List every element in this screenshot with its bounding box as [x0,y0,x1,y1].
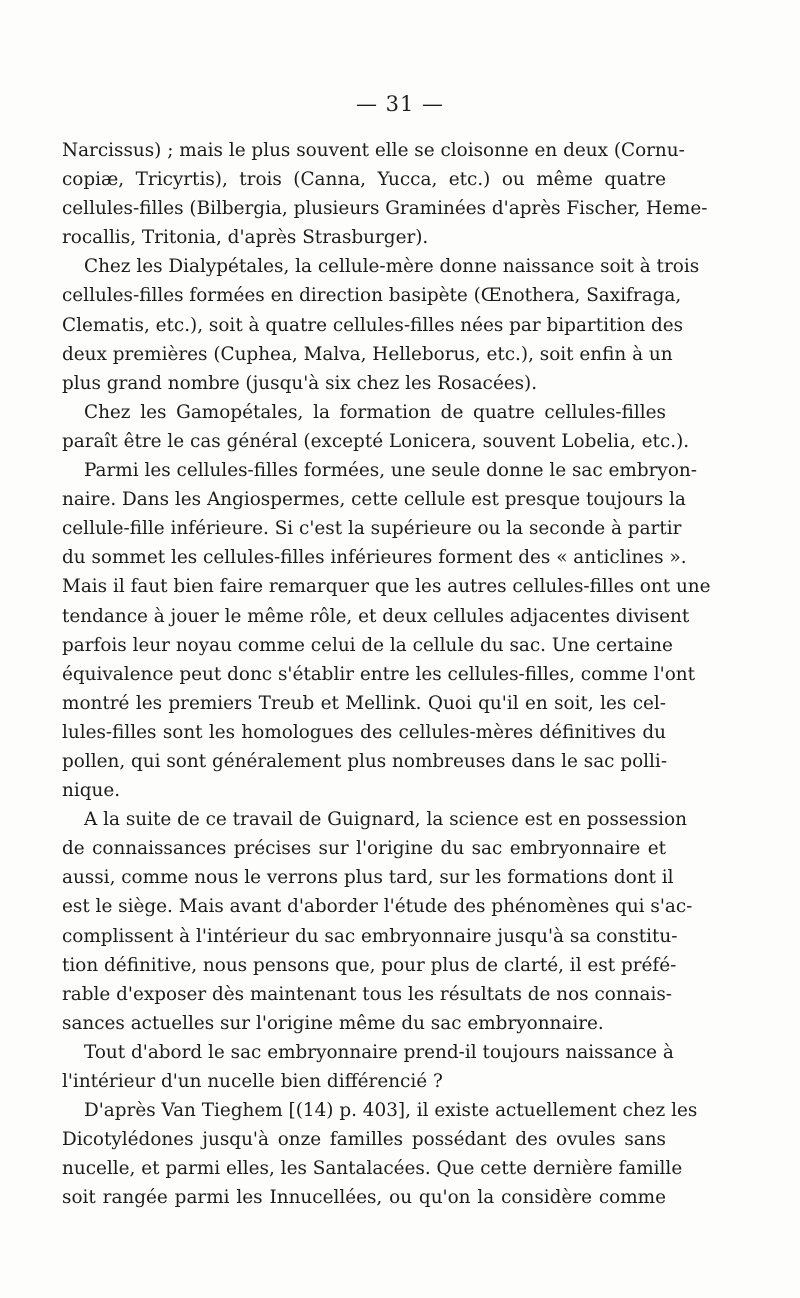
text-line: cellules-filles formées en direction basipète (Œnothera, Saxifraga, [62,285,682,307]
text-line: D'après Van Tieghem [(14) p. 403], il existe actuellement chez les [84,1100,698,1122]
text-line: Chez les Dialypétales, la cellule-mère donne naissance soit à trois [84,256,700,278]
text-line: deux premières (Cuphea, Malva, Helleborus, etc.), soit enfin à un [62,343,673,365]
text-line: plus grand nombre (jusqu'à six chez les Rosacées). [62,372,538,394]
text-line: aussi, comme nous le verrons plus tard, sur les formations dont il [62,867,674,889]
text-line: tendance à jouer le même rôle, et deux cellules adjacentes divisent [62,605,690,627]
text-line: est le siège. Mais avant d'aborder l'étude des phénomènes qui s'ac- [62,896,693,918]
text-line: Parmi les cellules-filles formées, une seule donne le sac embryon- [84,460,697,482]
text-line: du sommet les cellules-filles inférieures forment des « anticlines ». [62,547,687,569]
text-line: équivalence peut donc s'établir entre les cellules-filles, comme l'ont [62,663,696,685]
text-line: montré les premiers Treub et Mellink. Quoi qu'il en soit, les cel- [62,692,666,714]
text-line: cellules-filles (Bilbergia, plusieurs Graminées d'après Fischer, Heme- [62,198,708,220]
text-line: nique. [62,780,121,802]
text-line: pollen, qui sont généralement plus nombreuses dans le sac polli- [62,750,668,772]
text-line: Clematis, etc.), soit à quatre cellules-filles nées par bipartition des [62,314,684,336]
text-line: copiæ, Tricyrtis), trois (Canna, Yucca, etc.) ou même quatre [62,169,666,191]
text-line: sances actuelles sur l'origine même du sac embryonnaire. [62,1012,604,1034]
text-line: Chez les Gamopétales, la formation de quatre cellules-filles [84,401,666,423]
text-line: Tout d'abord le sac embryonnaire prend-il toujours naissance à [84,1041,674,1063]
text-line: de connaissances précises sur l'origine du sac embryonnaire et [62,838,666,860]
text-line: complissent à l'intérieur du sac embryonnaire jusqu'à sa constitu- [62,925,678,947]
text-line: rable d'exposer dès maintenant tous les résultats de nos connais- [62,983,673,1005]
text-line: cellule-fille inférieure. Si c'est la supérieure ou la seconde à partir [62,518,682,540]
text-line: lules-filles sont les homologues des cellules-mères définitives du [62,721,666,743]
text-line: nucelle, et parmi elles, les Santalacées. Que cette dernière famille [62,1158,683,1180]
text-line: naire. Dans les Angiospermes, cette cellule est presque toujours la [62,489,686,511]
text-line: rocallis, Tritonia, d'après Strasburger). [62,227,429,249]
text-line: soit rangée parmi les Innucellées, ou qu'on la considère comme [62,1187,666,1209]
page-number: — 31 — [355,92,445,116]
text-line: tion définitive, nous pensons que, pour plus de clarté, il est préfé- [62,954,677,976]
text-line: Dicotylédones jusqu'à onze familles possédant des ovules sans [62,1129,666,1151]
text-line: Mais il faut bien faire remarquer que les autres cellules-filles ont une [62,576,711,598]
body-text [62,136,711,1212]
text-line: A la suite de ce travail de Guignard, la science est en possession [84,809,687,831]
text-line: parfois leur noyau comme celui de la cellule du sac. Une certaine [62,634,673,656]
text-line: paraît être le cas général (excepté Lonicera, souvent Lobelia, etc.). [62,430,690,452]
text-line: Narcissus) ; mais le plus souvent elle se cloisonne en deux (Cornu- [62,140,685,161]
text-line: l'intérieur d'un nucelle bien différencié ? [62,1071,443,1092]
